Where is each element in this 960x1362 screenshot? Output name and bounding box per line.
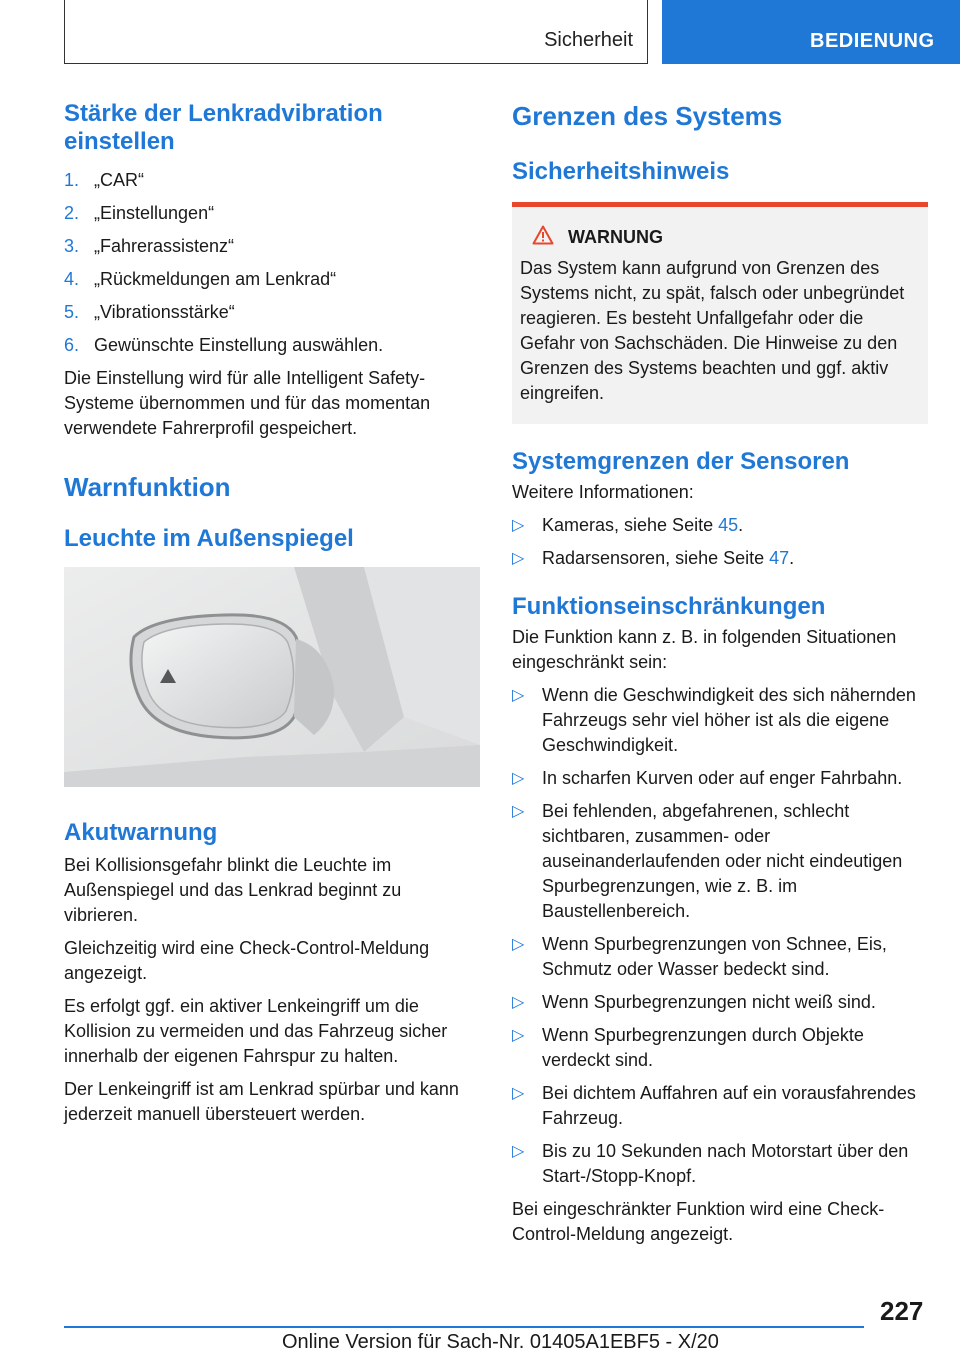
list-item: ▷ Wenn Spurbegrenzungen von Schnee, Eis, Schmutz oder Wasser bedeckt sind.	[512, 934, 887, 979]
bullet-triangle-icon: ▷	[512, 517, 525, 534]
list-item: ▷ Wenn die Geschwindigkeit des sich nähernden Fahrzeugs sehr viel höher ist als die eigene Geschwindigkeit.	[512, 685, 916, 755]
warning-triangle-icon	[532, 225, 554, 245]
weitere-info: Weitere Informationen:	[512, 482, 694, 502]
heading-akutwarnung: Akutwarnung	[64, 819, 218, 846]
final-paragraph: Bei eingeschränkter Funktion wird eine Check-Control-Meldung angezeigt.	[512, 1199, 885, 1244]
right-column	[512, 100, 928, 1247]
akut-paragraph-3: Es erfolgt ggf. ein aktiver Lenkeingriff um die Kollision zu vermeiden und das Fahrzeug sicher innerhalb der eigenen Fahrspur zu halten.	[64, 996, 448, 1066]
list-item: ▷ Radarsensoren, siehe Seite 47.	[512, 546, 928, 571]
akut-paragraph-2: Gleichzeitig wird eine Check-Control-Meldung angezeigt.	[64, 938, 430, 983]
page-ref-link[interactable]: 47	[769, 548, 790, 568]
funktion-paragraph: Die Funktion kann z. B. in folgenden Situationen eingeschränkt sein:	[512, 627, 897, 672]
bullet-triangle-icon: ▷	[512, 687, 525, 704]
header-section-label: Sicherheit	[544, 29, 633, 51]
footer-online-version: Online Version für Sach-Nr. 01405A1EBF5 - X/20	[282, 1331, 719, 1353]
bullet-triangle-icon: ▷	[512, 1027, 525, 1044]
list-item: ▷ Wenn Spurbegrenzungen nicht weiß sind.	[512, 990, 928, 1015]
header-chapter-tab	[662, 0, 960, 64]
list-item: 1. „CAR“	[64, 170, 144, 190]
list-item: ▷ Wenn Spurbegrenzungen durch Objekte verdeckt sind.	[512, 1025, 864, 1070]
bullet-triangle-icon: ▷	[512, 770, 525, 787]
warning-heading	[520, 225, 920, 248]
warning-label: WARNUNG	[568, 227, 663, 247]
heading-funktionseinschraenkungen: Funktionseinschränkungen	[512, 593, 826, 620]
list-item: ▷ Bei dichtem Auffahren auf ein vorausfahrendes Fahrzeug.	[512, 1083, 916, 1128]
list-item: ▷ Bis zu 10 Sekunden nach Motorstart über den Start-/Stopp-Knopf.	[512, 1141, 909, 1186]
page-ref-link[interactable]: 45	[718, 515, 739, 535]
steps-list	[64, 168, 480, 358]
sensor-list	[512, 513, 928, 571]
list-item: 5. „Vibrationsstärke“	[64, 302, 235, 322]
heading-vibration: Stärke der Lenkradvibration einstellen	[64, 100, 383, 155]
heading-warnfunktion: Warnfunktion	[64, 472, 231, 502]
setting-paragraph: Die Einstellung wird für alle Intelligent Safety-Systeme übernommen und für das momentan verwendete Fahrerprofil gespeichert.	[64, 368, 431, 438]
list-item: 6. Gewünschte Einstellung auswählen.	[64, 335, 384, 355]
warning-box	[512, 202, 928, 424]
list-item: ▷ Kameras, siehe Seite 45.	[512, 513, 928, 538]
bullet-triangle-icon: ▷	[512, 994, 525, 1011]
bullet-triangle-icon: ▷	[512, 936, 525, 953]
list-item: 2. „Einstellungen“	[64, 203, 215, 223]
heading-leuchte: Leuchte im Außenspiegel	[64, 525, 354, 552]
header-section-tab	[64, 0, 648, 64]
limit-list	[512, 683, 928, 1189]
list-item: 3. „Fahrerassistenz“	[64, 236, 235, 256]
akut-paragraph-1: Bei Kollisionsgefahr blinkt die Leuchte im Außenspiegel und das Lenkrad beginnt zu vibrieren.	[64, 855, 402, 925]
list-item: ▷ In scharfen Kurven oder auf enger Fahrbahn.	[512, 766, 928, 791]
page-number: 227	[880, 1296, 924, 1326]
list-item: ▷ Bei fehlenden, abgefahrenen, schlecht sichtbaren, zusammen- oder auseinanderlaufenden oder nicht eindeutigen Spurbegrenzungen, wie z. B. im Baustellenbereich.	[512, 801, 903, 921]
bullet-triangle-icon: ▷	[512, 1085, 525, 1102]
bullet-triangle-icon: ▷	[512, 803, 525, 820]
warning-text: Das System kann aufgrund von Grenzen des Systems nicht, zu spät, falsch oder unbegründet reagieren. Es besteht Unfallgefahr oder die Gefahr von Sachschäden. Die Hinweise zu den Grenzen des Systems beachten und ggf. aktiv eingreifen.	[520, 258, 905, 403]
footer-divider	[64, 1326, 864, 1328]
mirror-illustration	[64, 567, 480, 787]
header-chapter-label: BEDIENUNG	[810, 30, 935, 52]
bullet-triangle-icon: ▷	[512, 550, 525, 567]
heading-grenzen: Grenzen des Systems	[512, 101, 783, 131]
heading-systemgrenzen: Systemgrenzen der Sensoren	[512, 448, 850, 475]
left-column	[64, 100, 480, 1127]
heading-sicherheitshinweis: Sicherheitshinweis	[512, 158, 730, 185]
list-item: 4. „Rückmeldungen am Lenkrad“	[64, 269, 337, 289]
bullet-triangle-icon: ▷	[512, 1143, 525, 1160]
akut-paragraph-4: Der Lenkeingriff ist am Lenkrad spürbar und kann jederzeit manuell übersteuert werden.	[64, 1079, 459, 1124]
side-mirror-icon	[64, 567, 480, 787]
